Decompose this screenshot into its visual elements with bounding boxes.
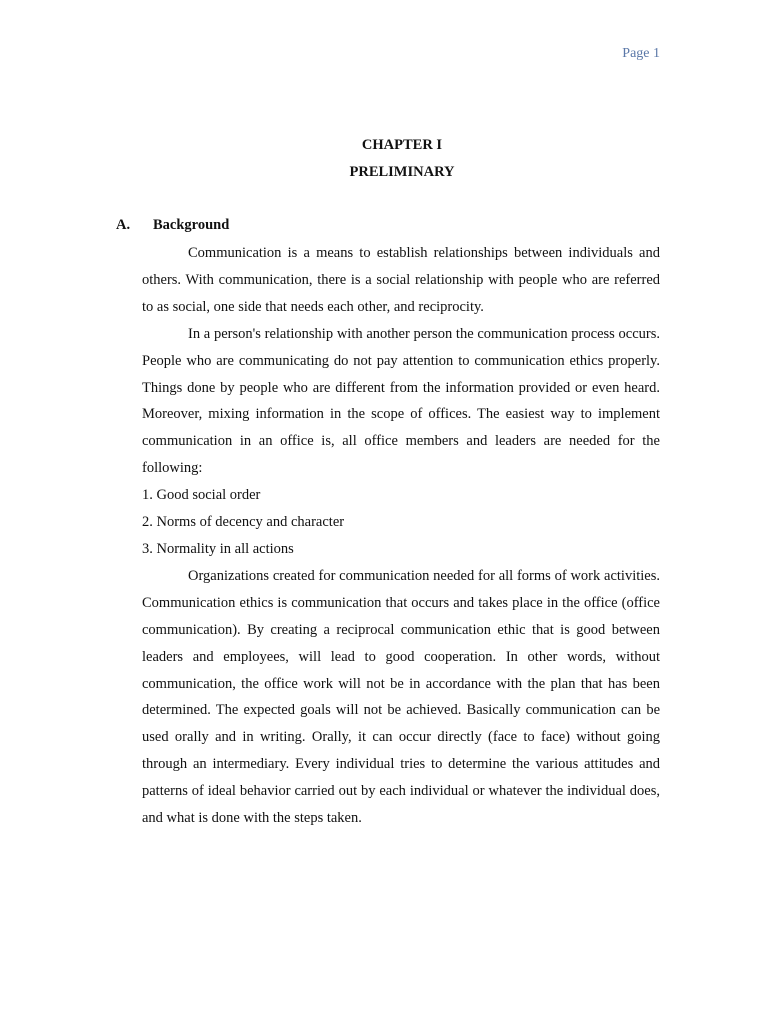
section-heading	[116, 217, 229, 234]
section-letter: A.	[116, 217, 131, 233]
paragraph: Organizations created for communication needed for all forms of work activities. Communication ethics is communication that occurs and takes place in the office (office communication). By creating a reciprocal communication ethic that is good between leaders and employees, will lead to good cooperation. In other words, without communication, the office work will not be in accordance with the plan that has been determined. The expected goals will not be achieved. Basically communication can be used orally and in writing. Orally, it can occur directly (face to face) without going through an intermediary. Every individual tries to determine the various attitudes and patterns of ideal behavior carried out by each individual or whatever the individual does, and what is done with the steps taken.	[142, 567, 660, 827]
chapter-number: CHAPTER I	[361, 137, 443, 153]
list-item: 3. Normality in all actions	[142, 540, 294, 557]
list-item: 2. Norms of decency and character	[142, 514, 345, 531]
list-item: 1. Good social order	[142, 487, 261, 504]
page-number: Page 1	[622, 46, 660, 61]
paragraph: Communication is a means to establish relationships between individuals and others. With communication, there is a social relationship with people who are referred to as social, one side that needs each other, and reciprocity.	[142, 245, 660, 315]
chapter-title: PRELIMINARY	[349, 164, 455, 180]
section-title: Background	[153, 217, 230, 233]
body-text	[142, 240, 660, 832]
paragraph: In a person's relationship with another person the communication process occurs. People who are communicating do not pay attention to communication ethics properly. Things done by people who are different from the information provided or even heard. Moreover, mixing information in the scope of offices. The easiest way to implement communication in an office is, all office members and leaders are needed for the following:	[142, 325, 660, 477]
